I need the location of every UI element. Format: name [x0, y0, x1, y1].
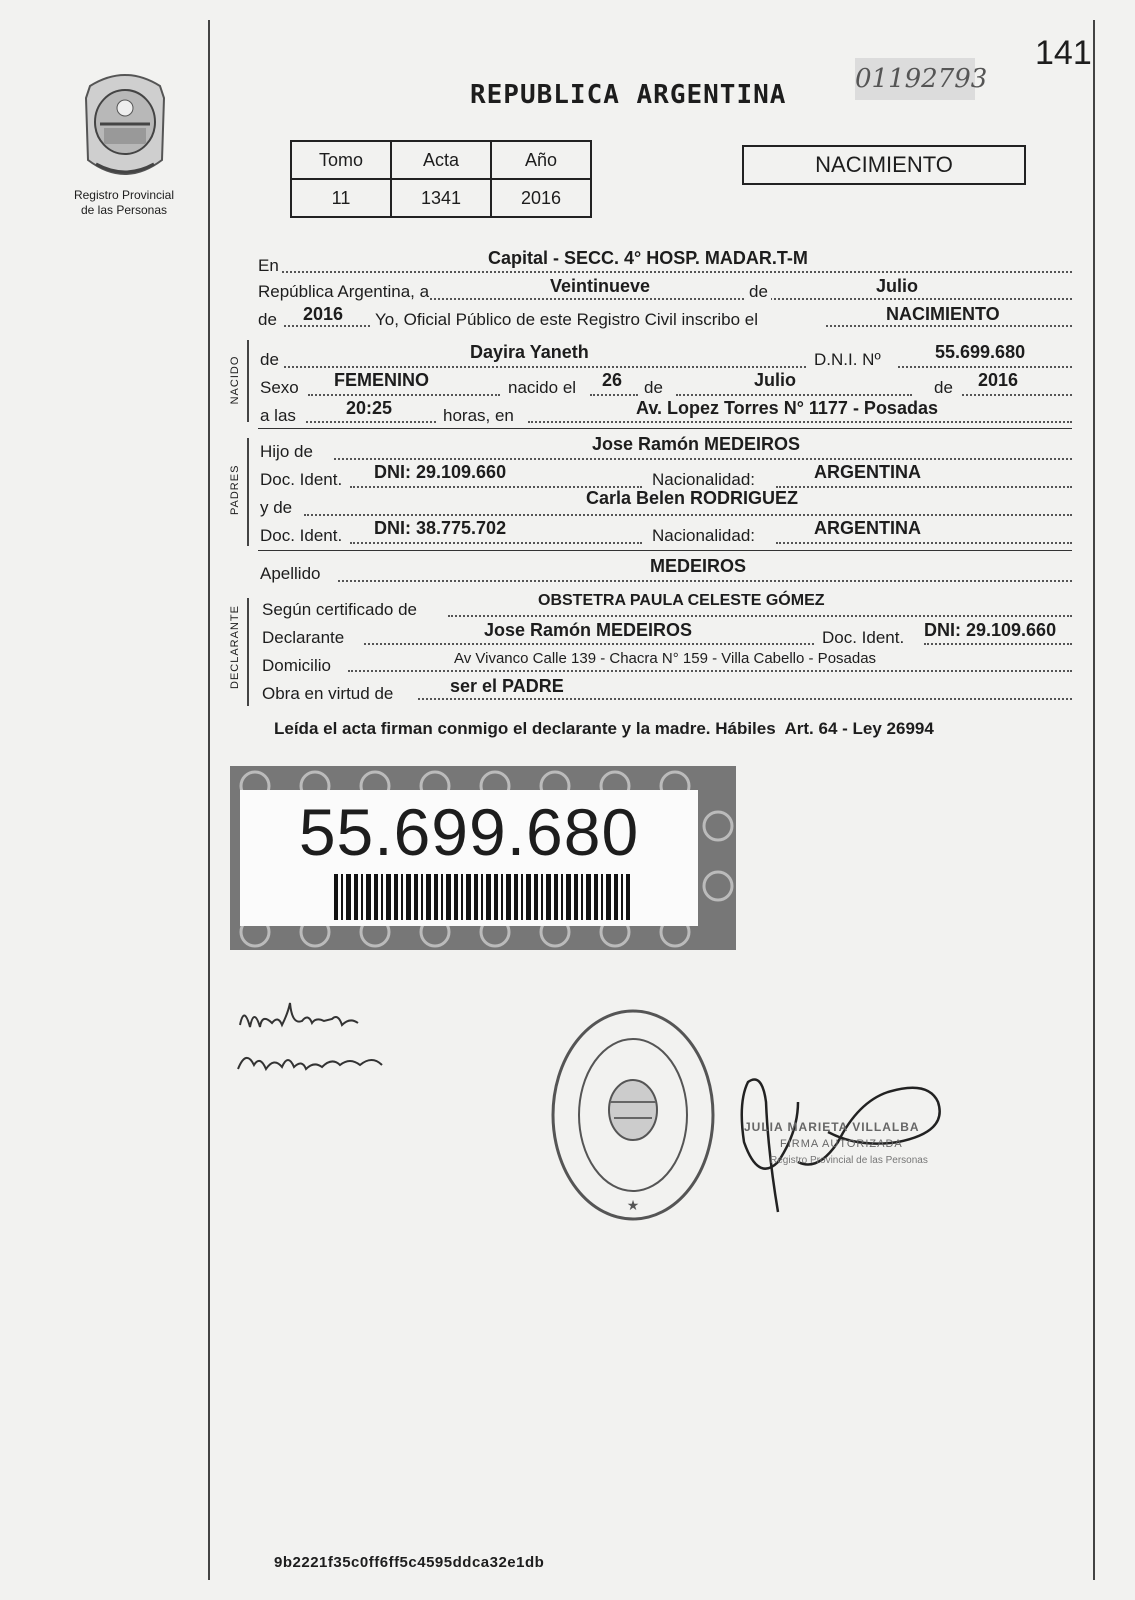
section-line-nacido — [247, 340, 249, 422]
dots — [334, 458, 1072, 460]
sexo-value: FEMENINO — [334, 370, 430, 390]
horas-en-label: horas, en — [443, 406, 514, 425]
section-label-declarante: DECLARANTE — [229, 605, 241, 689]
de-label: de — [644, 378, 663, 397]
hijo-de-label: Hijo de — [260, 442, 313, 461]
act-value: NACIMIENTO — [886, 304, 1000, 324]
table-value-tomo: 11 — [291, 179, 391, 217]
dots — [284, 366, 806, 368]
certificado-label: Según certificado de — [262, 600, 417, 619]
section-line-padres — [247, 438, 249, 546]
month-value: Julio — [876, 276, 919, 296]
domicilio-value: Av Vivanco Calle 139 - Chacra N° 159 - Villa Cabello - Posadas — [454, 650, 877, 667]
registry-line2: de las Personas — [80, 203, 168, 217]
dots — [364, 643, 814, 645]
declarante-doc-value: DNI: 29.109.660 — [924, 620, 1057, 640]
birth-day-value: 26 — [602, 370, 623, 390]
de-label: de — [260, 350, 279, 369]
father-nat-value: ARGENTINA — [814, 462, 921, 482]
yo-text: Yo, Oficial Público de este Registro Civil inscribo el — [375, 310, 758, 329]
certificado-value: OBSTETRA PAULA CELESTE GÓMEZ — [538, 592, 825, 609]
registry-line1: Registro Provincial — [73, 188, 175, 202]
country-title: REPUBLICA ARGENTINA — [470, 80, 787, 110]
day-words-value: Veintinueve — [550, 276, 651, 296]
declarante-value: Jose Ramón MEDEIROS — [484, 620, 693, 640]
coat-of-arms-logo — [70, 68, 180, 186]
birth-place-value: Av. Lopez Torres N° 1177 - Posadas — [636, 398, 938, 418]
signature-medeiros — [232, 995, 402, 1100]
id-sticker — [230, 766, 736, 950]
doc-ident-label: Doc. Ident. — [260, 470, 343, 489]
dots — [284, 325, 370, 327]
officer-name: JULIA MARIETA VILLALBA — [744, 1120, 920, 1134]
officer-office: Registro Provincial de las Personas — [770, 1155, 928, 1166]
declarante-doc-label: Doc. Ident. — [822, 628, 905, 647]
mother-name-value: Carla Belen RODRIGUEZ — [586, 488, 799, 508]
closing-text: Leída el acta firman conmigo el declarante y la madre. Hábiles Art. 64 - Ley 26994 — [274, 719, 934, 738]
dots — [962, 394, 1072, 396]
page-number: 141 — [1035, 34, 1092, 72]
birth-year-value: 2016 — [978, 370, 1019, 390]
republica-label: República Argentina, a — [258, 282, 430, 301]
nacionalidad-label: Nacionalidad: — [652, 526, 756, 545]
record-table — [290, 140, 592, 218]
section-label-padres: PADRES — [229, 464, 241, 515]
table-value-ano: 2016 — [491, 179, 591, 217]
place-value: Capital - SECC. 4° HOSP. MADAR.T-M — [488, 248, 808, 268]
footer-hash: 9b2221f35c0ff6ff5c4595ddca32e1db — [274, 1554, 545, 1571]
section-divider — [258, 428, 1072, 429]
section-line-declarante — [247, 598, 249, 706]
domicilio-label: Domicilio — [262, 656, 331, 675]
de-label: de — [934, 378, 953, 397]
child-name-value: Dayira Yaneth — [470, 342, 589, 362]
table-header-ano: Año — [491, 141, 591, 179]
left-margin-line — [208, 20, 210, 1580]
dots — [338, 580, 1072, 582]
dots — [676, 394, 912, 396]
obra-value: ser el PADRE — [450, 676, 564, 696]
mother-doc-value: DNI: 38.775.702 — [374, 518, 507, 538]
dots — [418, 698, 1072, 700]
nacionalidad-label: Nacionalidad: — [652, 470, 756, 489]
father-doc-value: DNI: 29.109.660 — [374, 462, 507, 482]
dots — [776, 486, 1072, 488]
barcode — [334, 874, 630, 920]
dots — [350, 542, 642, 544]
dots — [826, 325, 1072, 327]
en-label: En — [258, 256, 279, 275]
doc-type-box: NACIMIENTO — [742, 145, 1026, 185]
dots — [590, 394, 638, 396]
section-label-nacido: NACIDO — [229, 355, 241, 405]
dots — [776, 542, 1072, 544]
dni-label: D.N.I. Nº — [814, 350, 881, 369]
birth-hour-value: 20:25 — [346, 398, 393, 418]
sticker-number: 55.699.680 — [298, 795, 640, 869]
dots — [308, 394, 500, 396]
de-label: de — [258, 310, 277, 329]
sexo-label: Sexo — [260, 378, 299, 397]
declarante-label: Declarante — [262, 628, 345, 647]
obra-label: Obra en virtud de — [262, 684, 394, 703]
table-header-acta: Acta — [391, 141, 491, 179]
dots — [448, 615, 1072, 617]
dots — [528, 421, 1072, 423]
year-value: 2016 — [303, 304, 344, 324]
dots — [898, 366, 1072, 368]
dots — [348, 670, 1072, 672]
right-margin-line — [1093, 20, 1095, 1580]
dots — [306, 421, 436, 423]
apellido-value: MEDEIROS — [650, 556, 747, 576]
a-las-label: a las — [260, 406, 296, 425]
serial-number: 01192793 — [855, 58, 975, 100]
father-name-value: Jose Ramón MEDEIROS — [592, 434, 801, 454]
table-value-acta: 1341 — [391, 179, 491, 217]
de-label: de — [746, 282, 771, 302]
dots — [304, 514, 1072, 516]
dots — [282, 271, 1072, 273]
svg-text:★: ★ — [626, 1197, 640, 1213]
mother-nat-value: ARGENTINA — [814, 518, 921, 538]
apellido-label: Apellido — [260, 564, 321, 583]
nacido-el-label: nacido el — [508, 378, 577, 397]
y-de-label: y de — [260, 498, 293, 517]
doc-ident-label: Doc. Ident. — [260, 526, 343, 545]
official-stamp — [548, 1006, 718, 1224]
child-dni-value: 55.699.680 — [935, 342, 1026, 362]
section-divider — [258, 550, 1072, 551]
dots — [924, 643, 1072, 645]
officer-role: FIRMA AUTORIZADA — [780, 1138, 903, 1150]
table-header-tomo: Tomo — [291, 141, 391, 179]
birth-month-value: Julio — [754, 370, 797, 390]
